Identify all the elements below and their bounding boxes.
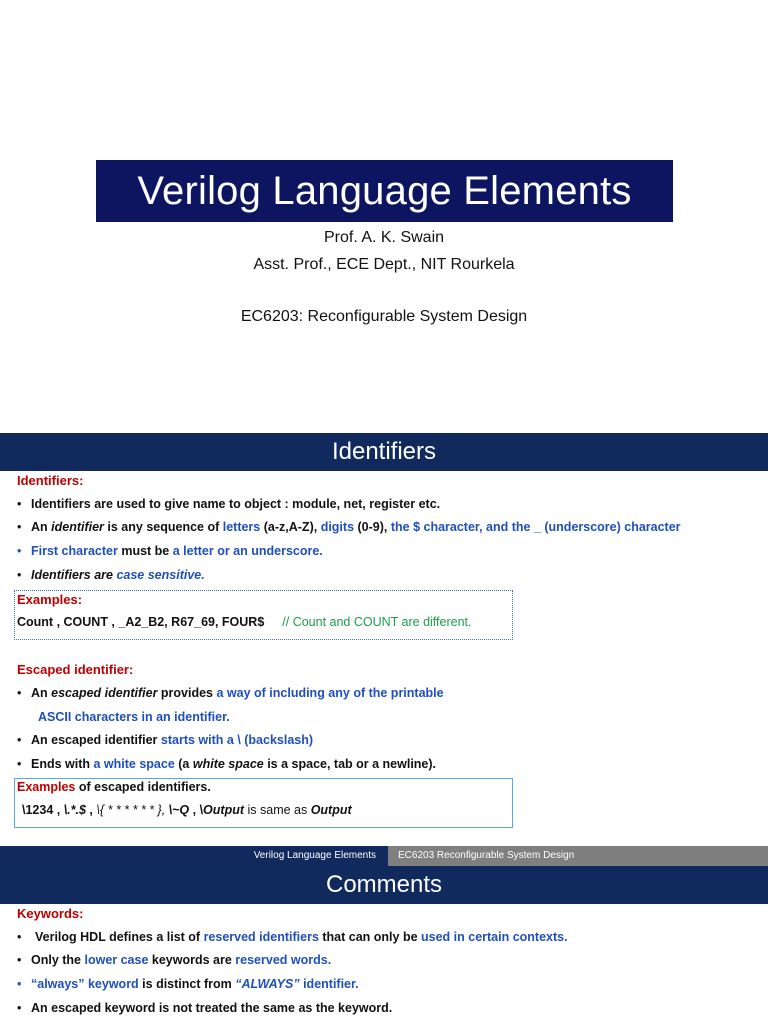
escaped-bullet-2: • An escaped identifier starts with a \ (backslash) xyxy=(17,733,314,747)
examples-label: Examples: xyxy=(17,592,83,607)
identifier-bullet-3: • First character must be a letter or an underscore. xyxy=(17,544,323,558)
identifiers-band: Identifiers xyxy=(0,433,768,471)
keywords-heading: Keywords: xyxy=(17,906,84,921)
escaped-bullet-3: • Ends with a white space (a white space is a space, tab or a newline). xyxy=(17,757,437,771)
slide-footer xyxy=(0,846,768,866)
identifiers-heading: Identifiers: xyxy=(17,473,84,488)
keyword-bullet-4: • An escaped keyword is not treated the same as the keyword. xyxy=(17,1001,393,1015)
author-position: Asst. Prof., ECE Dept., NIT Rourkela xyxy=(253,256,515,273)
course-name: EC6203: Reconfigurable System Design xyxy=(240,308,528,325)
author-name: Prof. A. K. Swain xyxy=(323,229,445,246)
keyword-bullet-2: • Only the lower case keywords are reserved words. xyxy=(17,953,332,967)
slide-title: Verilog Language Elements xyxy=(96,160,673,222)
keyword-bullet-1: • Verilog HDL defines a list of reserved identifiers that can only be used in certain contexts. xyxy=(17,930,568,944)
escaped-bullet-1-cont: ASCII characters in an identifier. xyxy=(38,710,230,724)
identifier-bullet-2: • An identifier is any sequence of letters (a-z,A-Z), digits (0-9), the $ character, and the _ (underscore) character xyxy=(17,520,681,534)
escaped-bullet-1: • An escaped identifier provides a way of including any of the printable xyxy=(17,686,444,700)
identifier-bullet-1: • Identifiers are used to give name to object : module, net, register etc. xyxy=(17,497,441,511)
examples-text: Count , COUNT , _A2_B2, R67_69, FOUR$ // Count and COUNT are different. xyxy=(17,615,472,629)
escaped-heading: Escaped identifier: xyxy=(17,662,134,677)
escaped-examples-label: Examples of escaped identifiers. xyxy=(17,780,211,794)
footer-left: Verilog Language Elements xyxy=(253,850,376,861)
escaped-examples-text: \1234 , \.*.$ , \{ * * * * * * }, \~Q , \Output is same as Output xyxy=(22,803,352,817)
footer-right: EC6203 Reconfigurable System Design xyxy=(388,846,768,866)
identifier-bullet-4: • Identifiers are case sensitive. xyxy=(17,568,205,582)
comments-band: Comments xyxy=(0,866,768,904)
keyword-bullet-3: • “always” keyword is distinct from “ALWAYS” identifier. xyxy=(17,977,359,991)
